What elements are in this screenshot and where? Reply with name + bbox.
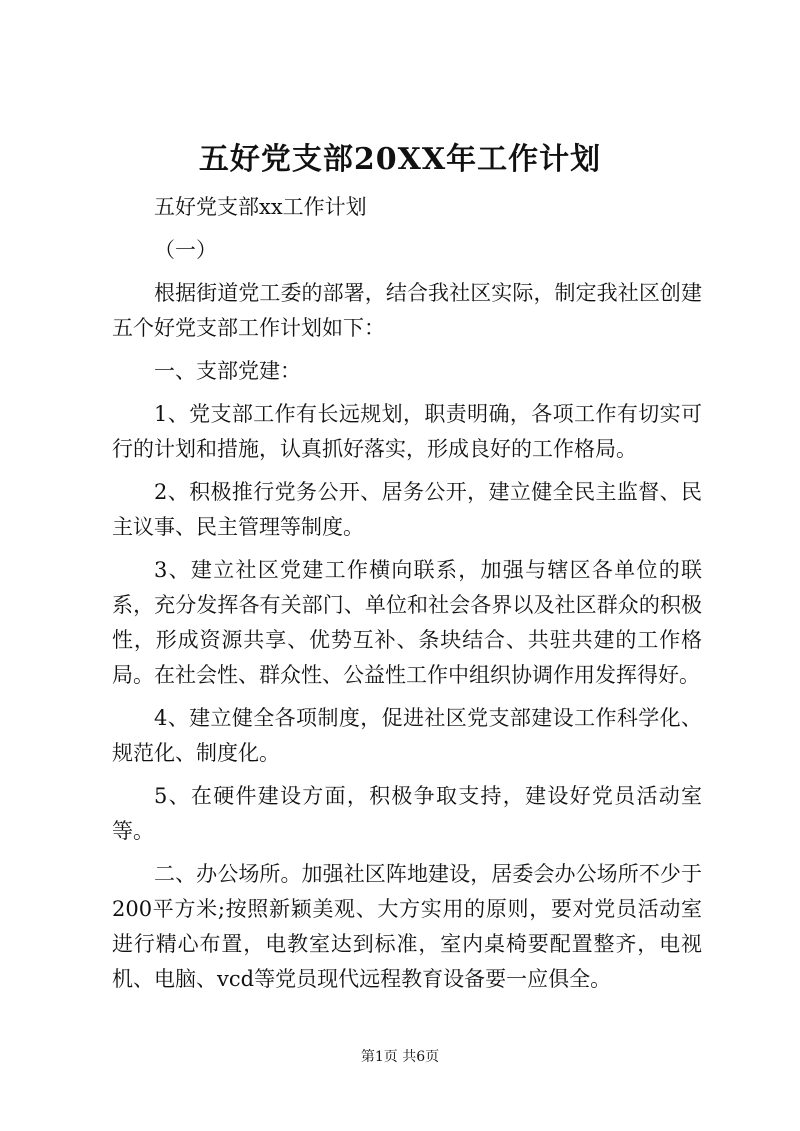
paragraph-heading-party-building: 一、支部党建：: [154, 359, 301, 383]
paragraph-intro: 根据街道党工委的部署，结合我社区实际，制定我社区创建五个好党支部工作计划如下：: [112, 281, 702, 340]
paragraph-item-5: 5、在硬件建设方面，积极争取支持，建设好党员活动室等。: [112, 784, 702, 843]
paragraph-section-number: （一）: [154, 238, 217, 262]
document-body: [112, 190, 702, 1005]
paragraph-item-2: 2、积极推行党务公开、居务公开，建立健全民主监督、民主议事、民主管理等制度。: [112, 480, 702, 539]
paragraph-heading-office: 二、办公场所。加强社区阵地建设，居委会办公场所不少于200平方米;按照新颖美观、大方实用的原则，要对党员活动室进行精心布置，电教室达到标准，室内桌椅要配置整齐，电视机、电脑、vcd等党员现代远程教育设备要一应俱全。: [112, 862, 702, 991]
document-title: 五好党支部20XX年工作计划: [198, 142, 602, 177]
paragraph-item-1: 1、党支部工作有长远规划，职责明确，各项工作有切实可行的计划和措施，认真抓好落实，形成良好的工作格局。: [112, 402, 702, 461]
paragraph-item-4: 4、建立健全各项制度，促进社区党支部建设工作科学化、规范化、制度化。: [112, 706, 702, 765]
paragraph-item-3: 3、建立社区党建工作横向联系，加强与辖区各单位的联系，充分发挥各有关部门、单位和社会各界以及社区群众的积极性，形成资源共享、优势互补、条块结合、共驻共建的工作格局。在社会性、群众性、公益性工作中组织协调作用发挥得好。: [112, 558, 702, 687]
paragraph-subtitle: 五好党支部xx工作计划: [154, 195, 367, 219]
page-footer: 第1页 共6页: [360, 1049, 440, 1065]
